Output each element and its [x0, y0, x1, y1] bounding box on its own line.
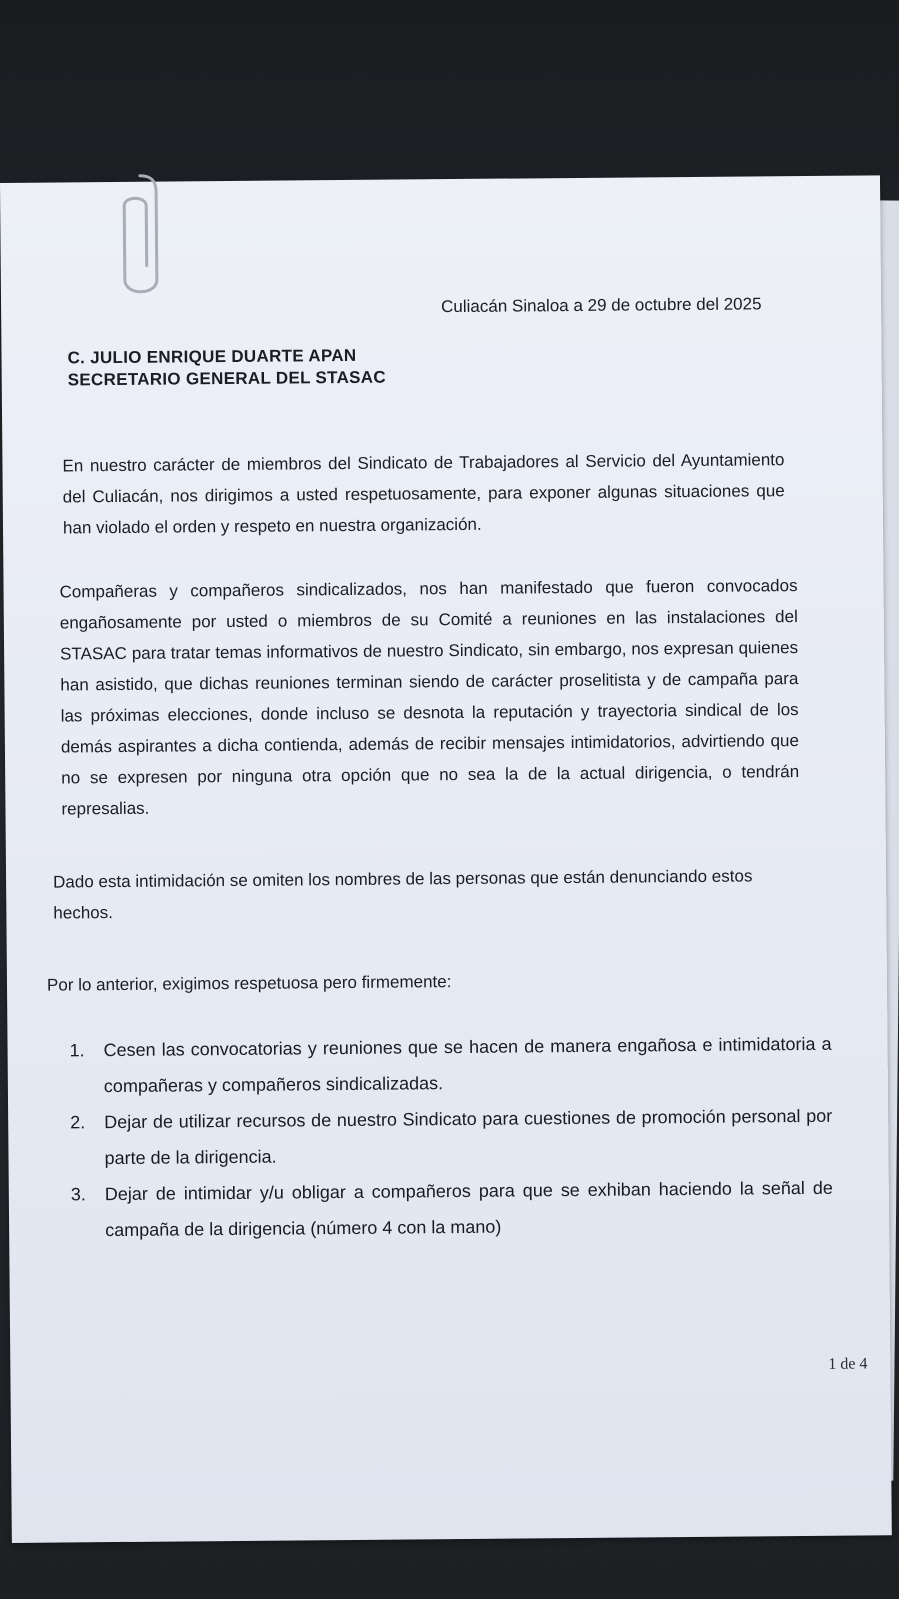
page-number: 1 de 4	[828, 1355, 868, 1373]
list-item-number: 3.	[70, 1184, 86, 1205]
list-item	[45, 1026, 832, 1105]
anonymity-paragraph: Dado esta intimidación se omiten los nombres de las personas que están denunciando estos hechos.	[53, 866, 753, 923]
list-item-text: Dejar de utilizar recursos de nuestro Sindicato para cuestiones de promoción personal por parte de la dirigencia.	[104, 1105, 833, 1169]
list-item-text: Dejar de intimidar y/u obligar a compañeros para que se exhiban haciendo la señal de campaña de la dirigencia (número 4 con la mano)	[104, 1177, 833, 1241]
list-item	[46, 1098, 833, 1177]
list-item-number: 1.	[69, 1040, 85, 1061]
date-line: Culiacán Sinaloa a 29 de octubre del 2025	[441, 294, 762, 317]
list-item	[47, 1170, 834, 1249]
list-item-number: 2.	[70, 1112, 86, 1133]
complaint-paragraph: Compañeras y compañeros sindicalizados, nos han manifestado que fueron convocados engañosamente por usted o miembros de su Comité a reuniones en las instalaciones del STASAC para tratar temas informativos de nuestro Sindicato, sin embargo, nos expresan quienes han asistido, que dichas reuniones terminan siendo de carácter proselitista y de campaña para las próximas elecciones, donde incluso se desnota la reputación y trayectoria sindical de los demás aspirantes a dicha contienda, además de recibir mensajes intimidatorios, advirtiendo que no se expresen por ninguna otra opción que no sea la de la actual dirigencia, o tendrán represalias.	[59, 576, 800, 819]
paperclip-icon	[118, 168, 163, 308]
list-item-text: Cesen las convocatorias y reuniones que se hacen de manera engañosa e intimidatoria a compañeras y compañeros sindicalizadas.	[103, 1033, 832, 1097]
demands-intro: Por lo anterior, exigimos respetuosa pero firmemente:	[46, 972, 452, 995]
addressee-title: SECRETARIO GENERAL DEL STASAC	[67, 367, 386, 390]
addressee-name: C. JULIO ENRIQUE DUARTE APAN	[67, 345, 357, 368]
demands-list	[45, 1026, 833, 1249]
addressee-block	[67, 345, 386, 392]
intro-paragraph: En nuestro carácter de miembros del Sindicato de Trabajadores al Servicio del Ayuntamiento del Culiacán, nos dirigimos a usted respetuosamente, para exponer algunas situaciones que han violado el orden y respeto en nuestra organización.	[62, 450, 785, 538]
letter-page	[0, 175, 892, 1543]
